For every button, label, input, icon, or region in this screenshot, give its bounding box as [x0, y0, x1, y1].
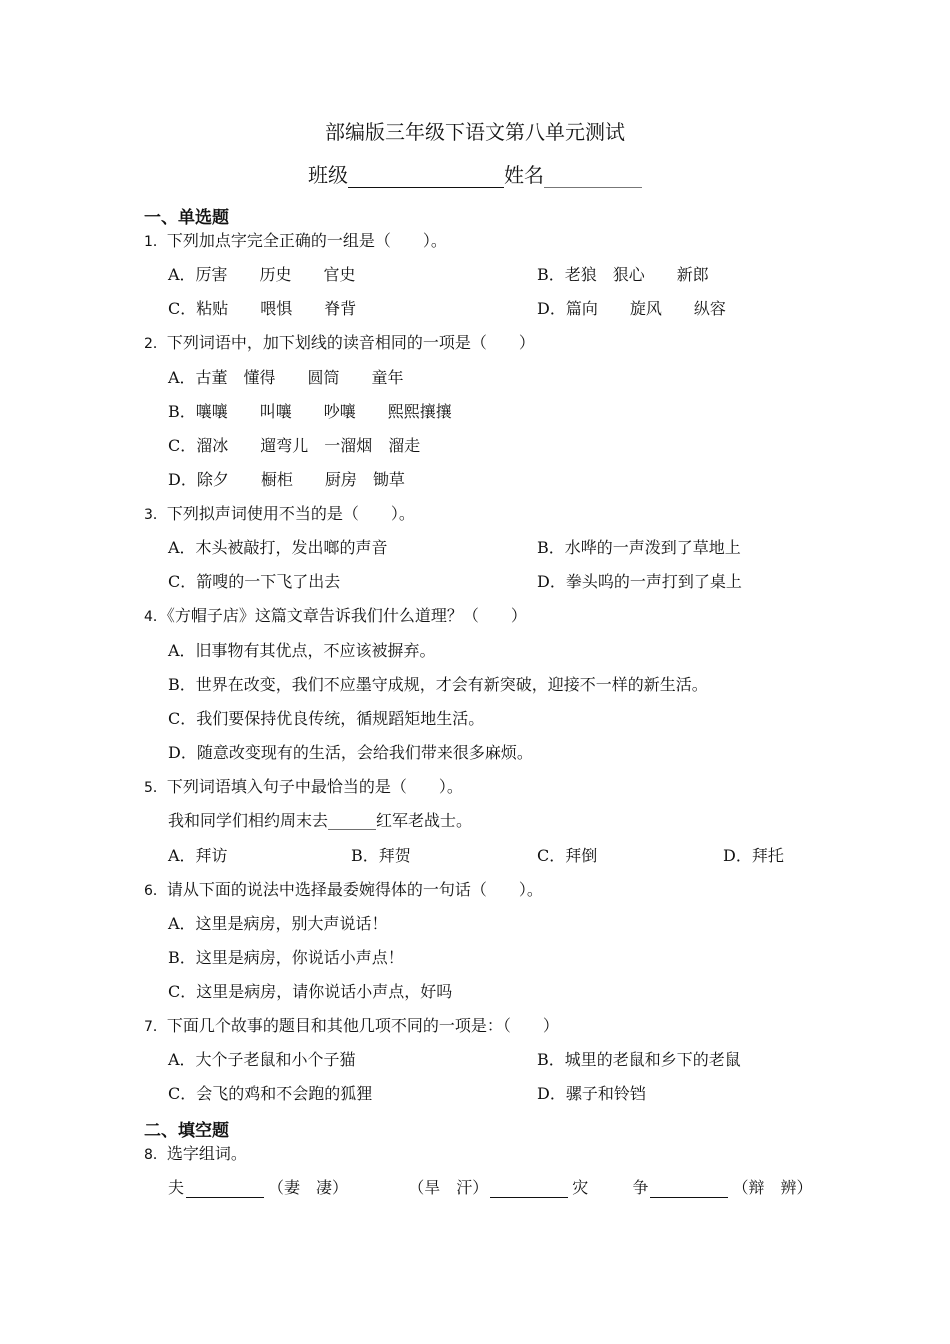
option-1d[interactable]: D．篇向 旋风 纵容 [537, 299, 726, 318]
question-text: 下列加点字完全正确的一组是（ ）。 [166, 231, 447, 250]
fill-char-zheng: 争 [632, 1178, 649, 1197]
question-number: 4． [144, 609, 167, 625]
question-text: 下列词语填入句子中最恰当的是（ ）。 [166, 777, 463, 796]
option-6b[interactable]: B．这里是病房，你说话小声点！ [168, 948, 404, 967]
question-1 [144, 228, 447, 251]
option-5c[interactable]: C．拜倒 [537, 846, 598, 865]
section-title-fill: 二、填空题 [144, 1121, 229, 1141]
option-7d[interactable]: D．骡子和铃铛 [537, 1084, 646, 1103]
class-name-line [0, 159, 950, 188]
option-2a[interactable]: A．古董 懂得 圆筒 童年 [168, 368, 404, 387]
name-label: 姓名 [504, 163, 544, 187]
fill-choice-2: （旱 汗） [408, 1178, 489, 1197]
option-1b[interactable]: B．老狼 狠心 新郎 [537, 265, 709, 284]
fill-row [168, 1175, 812, 1198]
question-7 [144, 1013, 559, 1036]
option-3b[interactable]: B．水哗的一声泼到了草地上 [537, 538, 741, 557]
question-number: 3． [144, 507, 167, 523]
question-5 [144, 774, 463, 797]
question-text: 下列拟声词使用不当的是（ ）。 [166, 504, 415, 523]
option-2c[interactable]: C．溜冰 遛弯儿 一溜烟 溜走 [168, 436, 421, 455]
option-1a[interactable]: A．厉害 历史 官史 [168, 265, 356, 284]
option-3d[interactable]: D．拳头呜的一声打到了桌上 [537, 572, 742, 591]
question-text: 下列词语中，加下划线的读音相同的一项是（ ） [166, 333, 535, 352]
question-text: 《方帽子店》这篇文章告诉我们什么道理？（ ） [166, 606, 527, 625]
option-6c[interactable]: C．这里是病房，请你说话小声点，好吗 [168, 982, 453, 1001]
question-text: 请从下面的说法中选择最委婉得体的一句话（ ）。 [166, 880, 543, 899]
option-7a[interactable]: A．大个子老鼠和小个子猫 [168, 1050, 356, 1069]
option-2d[interactable]: D．除夕 橱柜 厨房 锄草 [168, 470, 405, 489]
option-3c[interactable]: C．箭嗖的一下飞了出去 [168, 572, 341, 591]
question-number: 8． [144, 1147, 167, 1163]
fill-blank-2[interactable] [490, 1181, 568, 1198]
question-number: 6． [144, 883, 167, 899]
question-2 [144, 330, 535, 353]
fill-blank-3[interactable] [650, 1181, 728, 1198]
fill-char-fu: 夫 [168, 1178, 185, 1197]
fill-char-zai: 灾 [572, 1178, 589, 1197]
option-7b[interactable]: B．城里的老鼠和乡下的老鼠 [537, 1050, 741, 1069]
question-text: 选字组词。 [166, 1144, 247, 1163]
option-7c[interactable]: C．会飞的鸡和不会跑的狐狸 [168, 1084, 373, 1103]
fill-choice-3: （辩 辨） [732, 1178, 813, 1197]
option-4d[interactable]: D．随意改变现有的生活，会给我们带来很多麻烦。 [168, 743, 533, 762]
question-5-sentence: 我和同学们相约周末去______红军老战士。 [168, 811, 473, 830]
option-5b[interactable]: B．拜贺 [351, 846, 411, 865]
class-blank[interactable] [348, 187, 504, 188]
name-blank[interactable] [544, 187, 642, 188]
option-6a[interactable]: A．这里是病房，别大声说话！ [168, 914, 388, 933]
question-6 [144, 877, 543, 900]
fill-choice-1: （妻 凄） [268, 1178, 349, 1197]
question-number: 2． [144, 336, 167, 352]
option-1c[interactable]: C．粘贴 喂惧 脊背 [168, 299, 357, 318]
class-label: 班级 [308, 163, 348, 187]
option-3a[interactable]: A．木头被敲打，发出啷的声音 [168, 538, 388, 557]
option-4a[interactable]: A．旧事物有其优点，不应该被摒弃。 [168, 641, 436, 660]
option-5d[interactable]: D．拜托 [723, 846, 784, 865]
question-3 [144, 501, 415, 524]
option-4c[interactable]: C．我们要保持优良传统，循规蹈矩地生活。 [168, 709, 485, 728]
question-8 [144, 1141, 247, 1164]
option-5a[interactable]: A．拜访 [168, 846, 228, 865]
question-number: 1． [144, 234, 167, 250]
fill-blank-1[interactable] [186, 1181, 264, 1198]
option-2b[interactable]: B．嚷嚷 叫嚷 吵嚷 熙熙攘攘 [168, 402, 452, 421]
option-4b[interactable]: B．世界在改变，我们不应墨守成规，才会有新突破，迎接不一样的新生活。 [168, 675, 708, 694]
question-number: 7． [144, 1019, 167, 1035]
question-number: 5． [144, 780, 167, 796]
section-title-choice: 一、单选题 [144, 208, 229, 228]
question-4 [144, 603, 527, 626]
question-text: 下面几个故事的题目和其他几项不同的一项是：（ ） [166, 1016, 559, 1035]
page-title: 部编版三年级下语文第八单元测试 [325, 120, 625, 144]
